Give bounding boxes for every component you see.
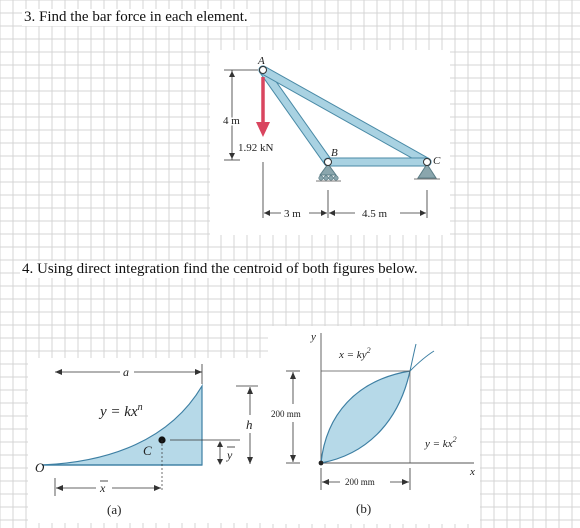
caption-a: (a): [107, 502, 122, 517]
origin-point-b: [319, 461, 324, 466]
figure-b: [268, 326, 480, 524]
joint-b: [325, 159, 332, 166]
span-ab-label: 3 m: [284, 208, 301, 220]
xbar-label: x: [100, 481, 106, 495]
truss-figure: [210, 50, 450, 235]
width-label-a: a: [123, 365, 129, 379]
origin-label-o: O: [35, 460, 45, 475]
label-node-c: C: [433, 155, 441, 167]
caption-b: (b): [356, 501, 372, 516]
ybar-label: y: [227, 448, 233, 462]
joint-c: [424, 159, 431, 166]
height-label-h: h: [246, 417, 253, 432]
height-label: 4 m: [223, 115, 240, 127]
question-3-text: 3. Find the bar force in each element.: [24, 9, 248, 25]
curve2-label-b: $y = kx^2$: [425, 435, 457, 450]
label-node-a: A: [258, 55, 265, 67]
load-label: 1.92 kN: [238, 142, 274, 154]
height-label-b: 200 mm: [271, 409, 301, 419]
y-axis-label: y: [311, 331, 316, 343]
curve1-label-b: $x = ky^2$: [339, 346, 371, 361]
span-bc-label: 4.5 m: [362, 208, 388, 220]
centroid-label-a: C: [143, 443, 152, 458]
joint-a: [260, 67, 267, 74]
width-label-b: 200 mm: [345, 477, 375, 487]
curve-label-a: $y = kx^n$: [100, 402, 143, 420]
x-axis-label: x: [470, 466, 475, 478]
question-4-text: 4. Using direct integration find the centroid of both figures below.: [22, 261, 418, 277]
figure-a: [28, 358, 280, 523]
label-node-b: B: [331, 147, 338, 159]
